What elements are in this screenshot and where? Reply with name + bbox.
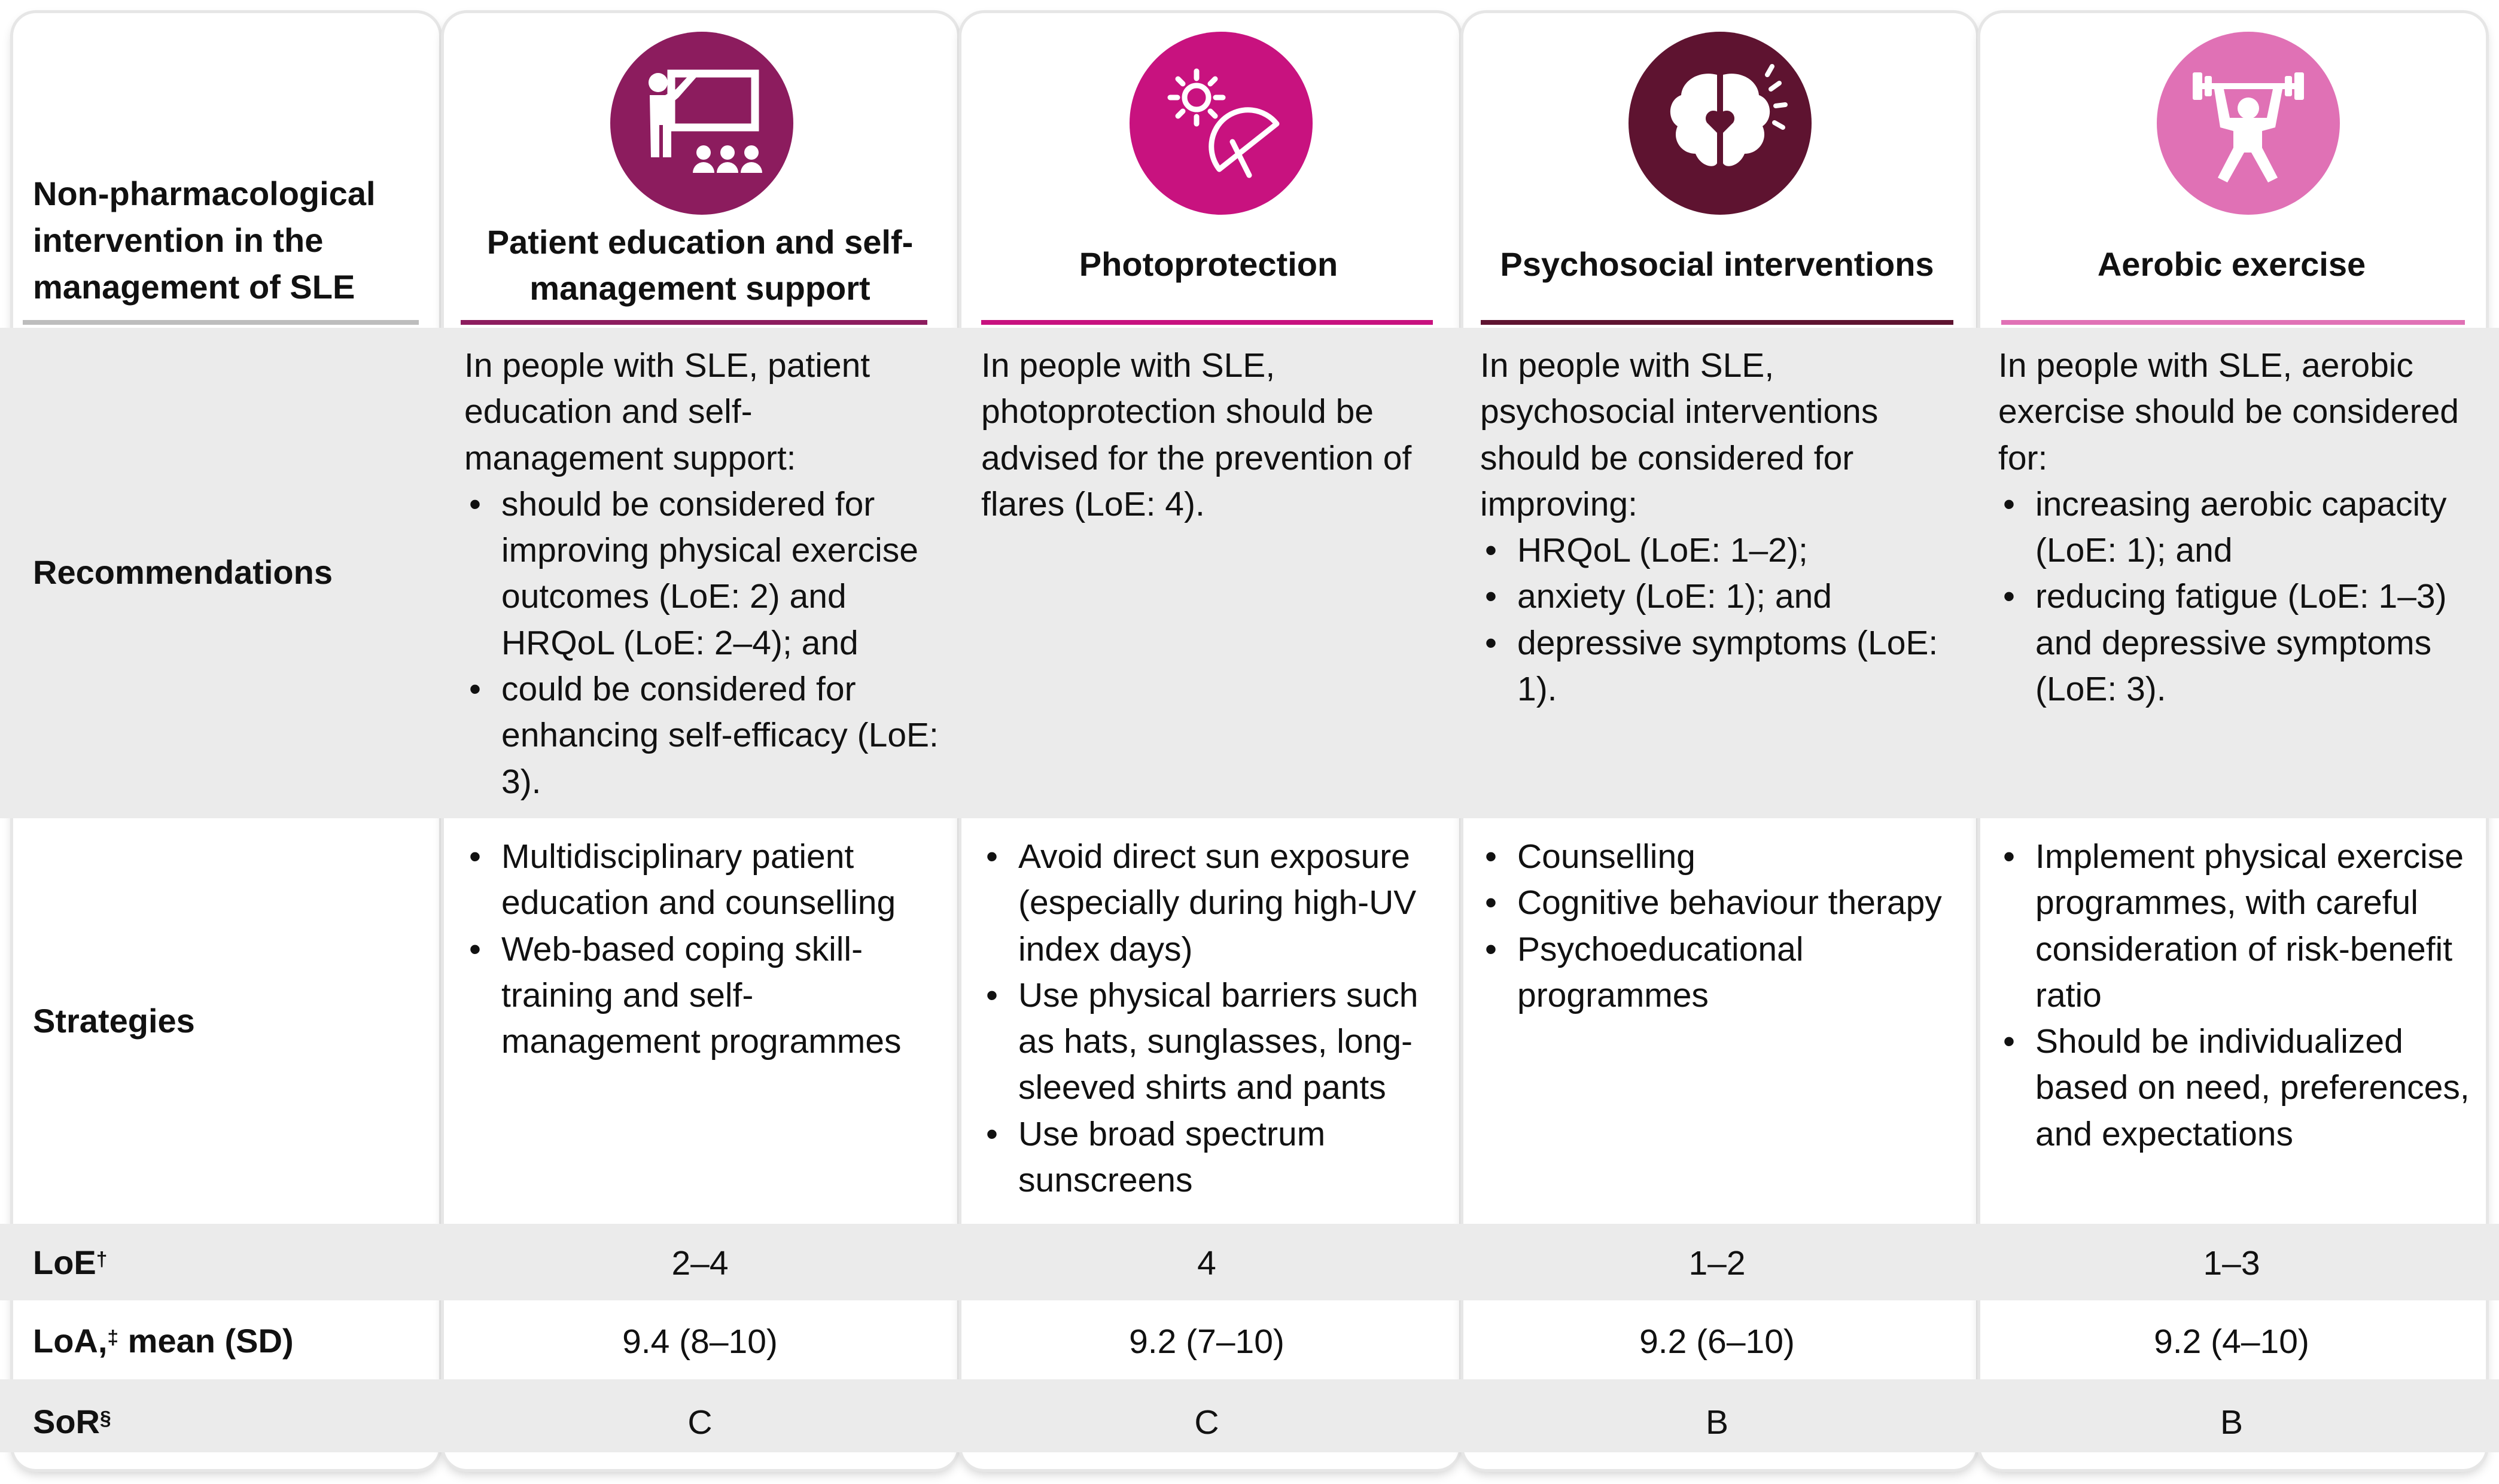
loe-value: 1–2 — [1688, 1244, 1746, 1282]
recommendation-cell-aerobic-exercise — [1998, 343, 2477, 712]
row-label-sor — [33, 1398, 416, 1445]
loe-value: 4 — [1197, 1244, 1216, 1282]
column-title-aerobic-exercise: Aerobic exercise — [2097, 245, 2366, 283]
strategy-item: • Counselling — [1480, 834, 1971, 880]
strategy-item: • Should be individualized based on need, preferences, and expectations — [1998, 1019, 2477, 1157]
loa-value: 9.2 (6–10) — [1639, 1323, 1795, 1361]
loa-footnote-mark: ‡ — [107, 1326, 119, 1349]
loe-value: 2–4 — [671, 1244, 729, 1282]
strategies-cell-photoprotection — [981, 834, 1448, 1203]
recommendation-bullet: • reducing fatigue (LoE: 1–3) and depressive symptoms (LoE: 3). — [1998, 574, 2477, 712]
brain-heart-icon — [1629, 32, 1812, 215]
teacher-presentation-icon — [610, 32, 793, 215]
row-label-strategies: Strategies — [33, 1002, 195, 1040]
sor-value: C — [1194, 1403, 1219, 1442]
sor-footnote-mark: § — [100, 1407, 111, 1430]
strategy-item: • Multidisciplinary patient education and counselling — [464, 834, 943, 927]
column-title-patient-education: Patient education and self-management support — [486, 223, 914, 307]
sor-label-text: SoR — [33, 1403, 100, 1440]
recommendation-bullet: • HRQoL (LoE: 1–2); — [1480, 528, 1947, 574]
column-underline-photoprotection — [981, 320, 1433, 325]
column-underline-patient-education — [461, 320, 927, 325]
strategy-item: • Use broad spectrum sunscreens — [981, 1111, 1448, 1204]
sor-value: C — [687, 1403, 713, 1442]
strategy-item: • Avoid direct sun exposure (especially during high-UV index days) — [981, 834, 1448, 973]
row-label-loa — [33, 1318, 416, 1364]
recommendation-bullet: • could be considered for enhancing self-efficacy (LoE: 3). — [464, 666, 943, 805]
recommendation-cell-patient-education — [464, 343, 943, 805]
strategy-item: • Cognitive behaviour therapy — [1480, 880, 1971, 926]
recommendation-cell-photoprotection — [981, 343, 1448, 528]
recommendation-intro: In people with SLE, photoprotection should be advised for the prevention of flares (LoE: 4). — [981, 346, 1412, 523]
loe-label-text: LoE — [33, 1244, 96, 1281]
recommendation-cell-psychosocial — [1480, 343, 1947, 712]
recommendation-bullet: • increasing aerobic capacity (LoE: 1); and — [1998, 482, 2477, 574]
loa-label-text: LoA, — [33, 1322, 108, 1360]
recommendation-intro: In people with SLE, aerobic exercise should be considered for: — [1998, 346, 2459, 477]
strategy-item: • Psychoeducational programmes — [1480, 927, 1971, 1019]
loa-label-suffix: mean (SD) — [118, 1322, 294, 1360]
loe-value: 1–3 — [2203, 1244, 2260, 1282]
loa-value: 9.2 (4–10) — [2154, 1323, 2309, 1361]
strategies-cell-aerobic-exercise — [1998, 834, 2477, 1157]
column-title-photoprotection: Photoprotection — [1079, 245, 1338, 283]
strategy-item: • Implement physical exercise programmes, with careful consideration of risk-benefit ratio — [1998, 834, 2477, 1019]
column-underline-psychosocial — [1481, 320, 1953, 325]
sun-umbrella-icon — [1130, 32, 1313, 215]
strategies-cell-psychosocial — [1480, 834, 1971, 1019]
loa-value: 9.4 (8–10) — [622, 1323, 778, 1361]
strategies-cell-patient-education — [464, 834, 943, 1065]
column-underline-aerobic-exercise — [2001, 320, 2465, 325]
recommendation-intro: In people with SLE, patient education and self-management support: — [464, 346, 870, 477]
header-label-underline — [23, 320, 419, 325]
recommendation-bullet: • should be considered for improving physical exercise outcomes (LoE: 2) and HRQoL (LoE: 2–4); and — [464, 482, 943, 666]
row-label-loe — [33, 1239, 416, 1286]
recommendation-bullet: • anxiety (LoE: 1); and — [1480, 574, 1947, 620]
loa-value: 9.2 (7–10) — [1129, 1323, 1284, 1361]
sor-value: B — [1705, 1403, 1729, 1442]
recommendation-bullet: • depressive symptoms (LoE: 1). — [1480, 620, 1947, 713]
column-title-psychosocial: Psychosocial interventions — [1500, 245, 1934, 283]
loe-footnote-mark: † — [96, 1248, 108, 1270]
weightlifter-icon — [2157, 32, 2340, 215]
strategy-item: • Use physical barriers such as hats, sunglasses, long-sleeved shirts and pants — [981, 973, 1448, 1111]
header-label: Non-pharmacological intervention in the management of SLE — [33, 175, 376, 306]
row-label-recommendations: Recommendations — [33, 553, 333, 591]
sor-value: B — [2220, 1403, 2244, 1442]
recommendation-intro: In people with SLE, psychosocial interventions should be considered for improving: — [1480, 346, 1879, 523]
strategy-item: • Web-based coping skill-training and self-management programmes — [464, 927, 943, 1065]
